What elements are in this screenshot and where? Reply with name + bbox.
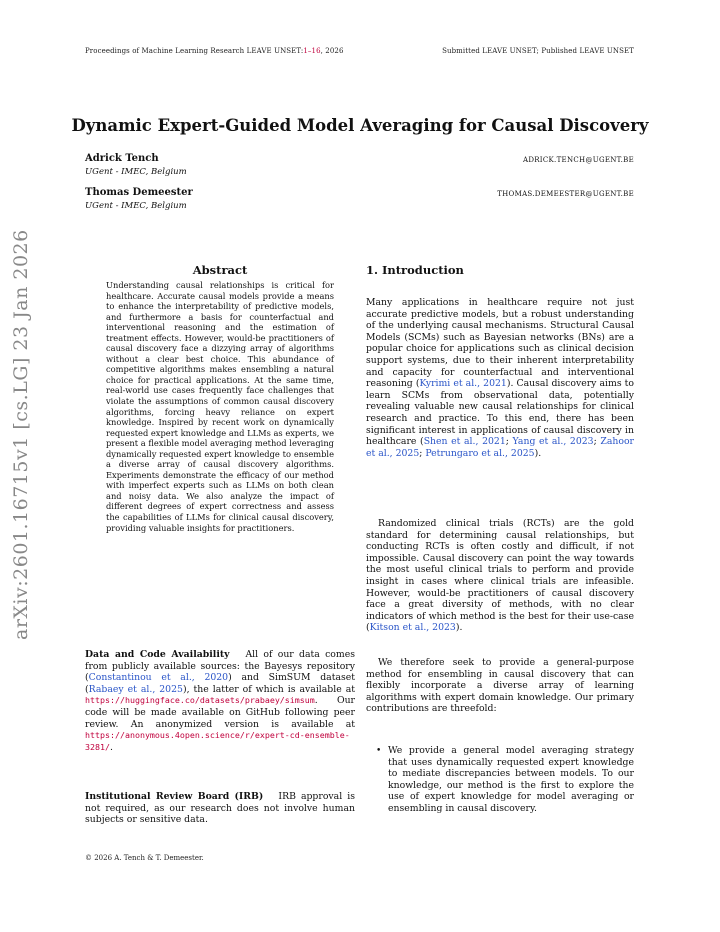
running-header-left [85, 47, 344, 55]
abstract-text: Understanding causal relationships is critical for healthcare. Accurate causal models provide a means to enhance the interpretability of predictive models, and furthermore a basis for counterfactual and interventional reasoning and the estimation of treatment effects. However, would-be practitioners of causal discovery face a dizzying array of algorithms without a clear best choice. This abundance of competitive algorithms makes ensembling a natural choice for practical applications. At the same time, real-world use cases frequently face challenges that violate the assumptions of common causal discovery algorithms, forcing heavy reliance on expert knowledge. Inspired by recent work on dynamically requested expert knowledge and LLMs as experts, we present a flexible model averaging method leveraging dynamically requested expert knowledge to ensemble a diverse array of causal discovery algorithms. Experiments demonstrate the efficacy of our method with imperfect experts such as LLMs on both clean and noisy data. We also analyze the impact of different degrees of expert correctness and assess the capabilities of LLMs for clinical causal discovery, providing valuable insights for practitioners. [106, 280, 334, 533]
data-code-text: . Our code will be made available on GitHub following peer review. An anonymized version is available at [85, 695, 355, 730]
intro-text: ). Causal discovery aims to learn SCMs from observational data, potentially revealing valuable new causal relationships for clinical research and practice. To this end, there has been significant interest in applications of causal discovery in healthcare ( [366, 378, 635, 448]
author-email-2[interactable]: THOMAS.DEMEESTER@UGENT.BE [497, 190, 634, 198]
author-name-2: Thomas Demeester [85, 187, 193, 198]
code-url-link[interactable]: https://anonymous.4open.science/r/expert-cd-ensemble-3281/ [85, 730, 350, 752]
data-code-text: ), the latter of which is available at [182, 683, 356, 695]
intro-text: ). [455, 622, 463, 634]
running-header-right: Submitted LEAVE UNSET; Published LEAVE UNSET [442, 47, 634, 55]
citation-link[interactable]: Zahoor et al., 2025 [366, 436, 634, 459]
bullet-icon: • [376, 746, 382, 756]
citation-link[interactable]: Yang et al., 2023 [512, 436, 594, 448]
irb-text: IRB approval is not required, as our research does not involve human subjects or sensitive data. [85, 791, 355, 826]
author-email-1[interactable]: ADRICK.TENCH@UGENT.BE [522, 156, 634, 164]
citation-link[interactable]: Petrungaro et al., 2025 [425, 447, 535, 459]
data-code-text: . [109, 741, 113, 753]
citation-link[interactable]: Kyrimi et al., 2021 [419, 378, 507, 390]
data-code-paragraph [85, 649, 355, 753]
header-pages-link[interactable]: 1–16 [303, 47, 321, 55]
intro-paragraph-3 [366, 657, 634, 715]
dataset-url-link[interactable]: https://huggingface.co/datasets/prabaey/simsum [85, 695, 315, 706]
copyright-footer: © 2026 A. Tench & T. Demeester. [85, 854, 204, 862]
intro-text: We therefore seek to provide a general-purpose method for ensembling in causal discovery that can flexibly incorporate a diverse array of learning algorithms with expert domain knowledge. Our primary contributions are threefold: [366, 657, 634, 715]
paper-title: Dynamic Expert-Guided Model Averaging for Causal Discovery [71, 116, 649, 135]
intro-text: ; [419, 447, 426, 459]
abstract-heading: Abstract [192, 263, 248, 277]
author-affiliation-1: UGent - IMEC, Belgium [85, 167, 187, 177]
citation-link[interactable]: Shen et al., 2021 [423, 436, 506, 448]
intro-text: Randomized clinical trials (RCTs) are the gold standard for determining causal relationships, but conducting RCTs is often costly and difficult, if not impossible. Causal discovery can point the way towards the most useful clinical trials to perform and provide insight in cases where clinical trials are infeasible. However, would-be practitioners of causal discovery face a great diversity of methods, with no clear indicators of which method is the best for their use-case ( [366, 518, 634, 634]
irb-paragraph [85, 791, 355, 826]
header-proceedings-text: Proceedings of Machine Learning Research LEAVE UNSET: [85, 47, 304, 55]
data-code-text: ) and SimSUM dataset ( [85, 672, 355, 695]
intro-text: ). [534, 447, 542, 459]
intro-paragraph-1 [366, 297, 634, 459]
intro-text: ; [505, 436, 513, 448]
arxiv-stamp: arXiv:2601.16715v1 [cs.LG] 23 Jan 2026 [10, 229, 32, 640]
intro-text: Many applications in healthcare require not just accurate predictive models, but a robust understanding of the underlying causal mechanisms. Structural Causal Models (SCMs) such as Bayesian networks (BNs) are a popular choice for applications such as clinical decision support systems, due to their inherent interpretability and capacity for counterfactual and interventional reasoning ( [366, 297, 634, 390]
intro-paragraph-2 [366, 518, 634, 634]
contribution-bullet-1: We provide a general model averaging strategy that uses dynamically requested expert knowledge to mediate discrepancies between models. To our knowledge, our method is the first to explore the use of expert knowledge for model averaging or ensembling in causal discovery. [388, 745, 634, 814]
author-name-1: Adrick Tench [85, 153, 159, 164]
introduction-heading: 1. Introduction [366, 263, 464, 277]
citation-link[interactable]: Constantinou et al., 2020 [88, 672, 229, 684]
citation-link[interactable]: Kitson et al., 2023 [369, 622, 456, 634]
intro-text: ; [593, 436, 601, 448]
header-year-text: , 2026 [320, 47, 344, 55]
author-affiliation-2: UGent - IMEC, Belgium [85, 201, 187, 211]
data-code-heading: Data and Code Availability [85, 649, 230, 660]
irb-heading: Institutional Review Board (IRB) [85, 791, 264, 802]
citation-link[interactable]: Rabaey et al., 2025 [88, 683, 183, 695]
data-code-text: All of our data comes from publicly available sources: the Bayesys repository ( [85, 649, 355, 684]
